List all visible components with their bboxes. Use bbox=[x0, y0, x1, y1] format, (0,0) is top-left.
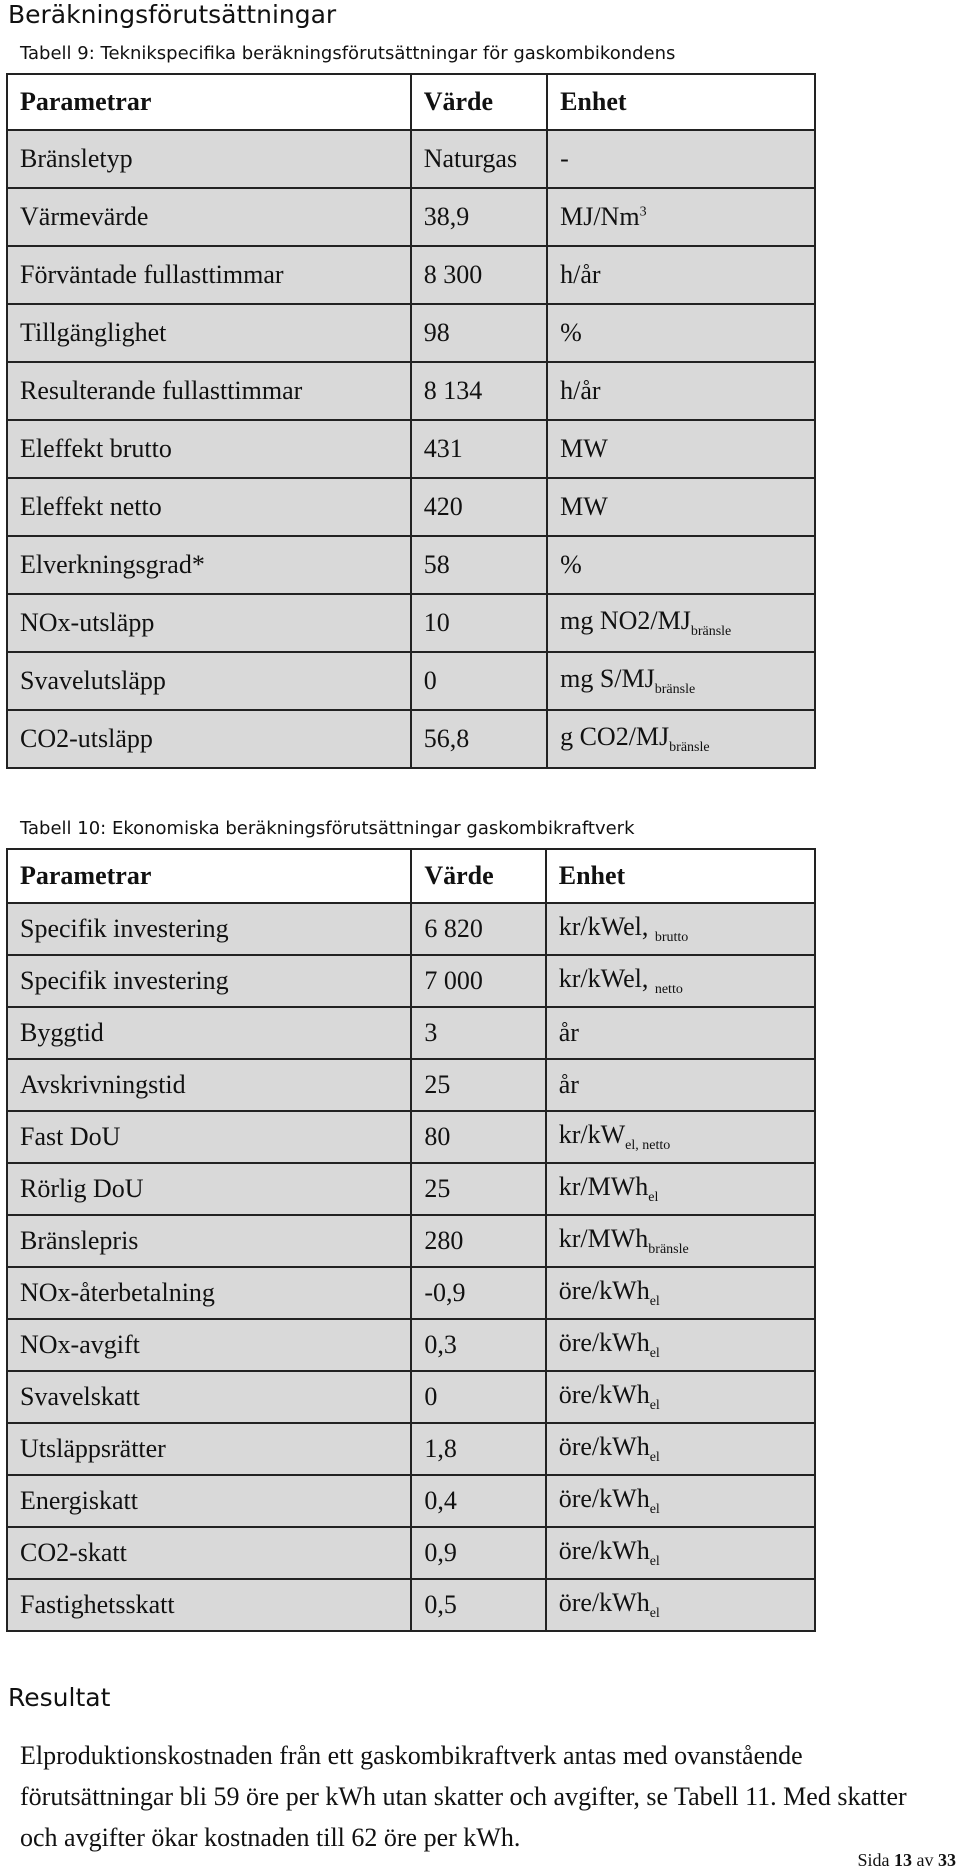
table-row bbox=[7, 536, 815, 594]
cell-value: 0 bbox=[411, 652, 547, 710]
cell-parameter: CO2-utsläpp bbox=[7, 710, 411, 768]
cell-value: 3 bbox=[411, 1007, 545, 1059]
cell-value: 25 bbox=[411, 1059, 545, 1111]
table-row bbox=[7, 420, 815, 478]
cell-value: Naturgas bbox=[411, 130, 547, 188]
unit-text: kr/kWel, bbox=[558, 963, 655, 993]
unit-text: år bbox=[558, 1070, 579, 1099]
unit-text: öre/kWh bbox=[558, 1483, 650, 1513]
unit-text: öre/kWh bbox=[558, 1431, 650, 1461]
cell-unit bbox=[546, 903, 815, 955]
cell-parameter: Svavelskatt bbox=[7, 1371, 411, 1423]
cell-parameter: Specifik investering bbox=[7, 955, 411, 1007]
table-row bbox=[7, 246, 815, 304]
cell-parameter: NOx-utsläpp bbox=[7, 594, 411, 652]
cell-value: 431 bbox=[411, 420, 547, 478]
footer-page-number: 13 bbox=[894, 1850, 912, 1870]
cell-unit bbox=[547, 710, 815, 768]
cell-unit bbox=[547, 130, 815, 188]
table-row bbox=[7, 1319, 815, 1371]
table-row bbox=[7, 652, 815, 710]
table-row bbox=[7, 1163, 815, 1215]
footer-total-pages: 33 bbox=[938, 1850, 956, 1870]
cell-parameter: CO2-skatt bbox=[7, 1527, 411, 1579]
unit-text: % bbox=[560, 550, 582, 579]
cell-parameter: Specifik investering bbox=[7, 903, 411, 955]
unit-text: mg S/MJ bbox=[560, 663, 655, 693]
unit-text: h/år bbox=[560, 376, 601, 405]
cell-parameter: Eleffekt netto bbox=[7, 478, 411, 536]
cell-parameter: Resulterande fullasttimmar bbox=[7, 362, 411, 420]
unit-text: öre/kWh bbox=[558, 1327, 650, 1357]
table-row bbox=[7, 1007, 815, 1059]
cell-unit bbox=[546, 1371, 815, 1423]
unit-subscript: el bbox=[648, 1190, 659, 1206]
unit-subscript: bränsle bbox=[648, 1242, 689, 1258]
unit-text: öre/kWh bbox=[558, 1535, 650, 1565]
cell-parameter: Bränslepris bbox=[7, 1215, 411, 1267]
table-row bbox=[7, 955, 815, 1007]
cell-unit bbox=[547, 188, 815, 246]
unit-subscript: bränsle bbox=[690, 624, 732, 640]
unit-text: öre/kWh bbox=[558, 1379, 650, 1409]
cell-parameter: Rörlig DoU bbox=[7, 1163, 411, 1215]
footer-prefix: Sida bbox=[857, 1850, 890, 1870]
table-row bbox=[7, 478, 815, 536]
cell-value: 98 bbox=[411, 304, 547, 362]
table-row bbox=[7, 1579, 815, 1631]
table-row bbox=[7, 903, 815, 955]
unit-text: kr/kW bbox=[558, 1119, 626, 1149]
cell-parameter: Svavelutsläpp bbox=[7, 652, 411, 710]
table-row bbox=[7, 304, 815, 362]
table-row bbox=[7, 1371, 815, 1423]
table9-header-row bbox=[7, 74, 815, 130]
table9 bbox=[6, 73, 816, 769]
cell-parameter: Förväntade fullasttimmar bbox=[7, 246, 411, 304]
unit-text: öre/kWh bbox=[558, 1275, 650, 1305]
cell-parameter: Energiskatt bbox=[7, 1475, 411, 1527]
cell-unit bbox=[546, 1059, 815, 1111]
cell-parameter: Avskrivningstid bbox=[7, 1059, 411, 1111]
table-row bbox=[7, 1267, 815, 1319]
table-row bbox=[7, 1215, 815, 1267]
table-row bbox=[7, 362, 815, 420]
unit-text: % bbox=[560, 318, 582, 347]
cell-unit bbox=[546, 1527, 815, 1579]
cell-value: 10 bbox=[411, 594, 547, 652]
unit-subscript: el bbox=[649, 1346, 660, 1362]
cell-value: -0,9 bbox=[411, 1267, 545, 1319]
table9-header-value: Värde bbox=[411, 74, 547, 130]
cell-parameter: Bränsletyp bbox=[7, 130, 411, 188]
cell-unit bbox=[547, 652, 815, 710]
unit-superscript: 3 bbox=[639, 204, 647, 220]
table10-header-param: Parametrar bbox=[7, 849, 411, 903]
cell-unit bbox=[547, 536, 815, 594]
unit-text: - bbox=[560, 144, 569, 173]
cell-unit bbox=[547, 420, 815, 478]
cell-value: 420 bbox=[411, 478, 547, 536]
unit-text: kr/MWh bbox=[558, 1223, 649, 1253]
cell-parameter: NOx-återbetalning bbox=[7, 1267, 411, 1319]
unit-text: kr/kWel, bbox=[558, 911, 655, 941]
cell-unit bbox=[546, 1007, 815, 1059]
table9-header-param: Parametrar bbox=[7, 74, 411, 130]
cell-unit bbox=[546, 1267, 815, 1319]
unit-subscript: el bbox=[649, 1554, 660, 1570]
cell-unit bbox=[546, 1111, 815, 1163]
table10-header-value: Värde bbox=[411, 849, 545, 903]
cell-parameter: Utsläppsrätter bbox=[7, 1423, 411, 1475]
unit-text: h/år bbox=[560, 260, 601, 289]
cell-unit bbox=[546, 1215, 815, 1267]
table-row bbox=[7, 130, 815, 188]
cell-unit bbox=[547, 594, 815, 652]
cell-parameter: Fastighetsskatt bbox=[7, 1579, 411, 1631]
table-row bbox=[7, 188, 815, 246]
unit-subscript: el, netto bbox=[625, 1138, 671, 1154]
cell-value: 56,8 bbox=[411, 710, 547, 768]
cell-value: 0 bbox=[411, 1371, 545, 1423]
page-footer bbox=[857, 1850, 956, 1871]
cell-unit bbox=[547, 362, 815, 420]
table-row bbox=[7, 1475, 815, 1527]
table-row bbox=[7, 1423, 815, 1475]
cell-value: 25 bbox=[411, 1163, 545, 1215]
cell-parameter: Värmevärde bbox=[7, 188, 411, 246]
table10-header-row bbox=[7, 849, 815, 903]
unit-text: MW bbox=[560, 434, 608, 463]
cell-value: 8 300 bbox=[411, 246, 547, 304]
table-row bbox=[7, 1059, 815, 1111]
cell-value: 1,8 bbox=[411, 1423, 545, 1475]
cell-unit bbox=[546, 1163, 815, 1215]
cell-parameter: Eleffekt brutto bbox=[7, 420, 411, 478]
cell-value: 58 bbox=[411, 536, 547, 594]
unit-text: öre/kWh bbox=[558, 1587, 650, 1617]
cell-unit bbox=[546, 1319, 815, 1371]
unit-text: kr/MWh bbox=[558, 1171, 649, 1201]
unit-subscript: netto bbox=[654, 982, 683, 998]
table-row bbox=[7, 594, 815, 652]
unit-text: MJ/Nm bbox=[560, 202, 640, 231]
table9-caption: Tabell 9: Teknikspecifika beräkningsförutsättningar för gaskombikondens bbox=[20, 43, 676, 64]
unit-text: år bbox=[558, 1018, 579, 1047]
cell-parameter: NOx-avgift bbox=[7, 1319, 411, 1371]
table9-header-unit: Enhet bbox=[547, 74, 815, 130]
cell-unit bbox=[547, 304, 815, 362]
cell-value: 80 bbox=[411, 1111, 545, 1163]
table10-header-unit: Enhet bbox=[546, 849, 815, 903]
table10 bbox=[6, 848, 816, 1632]
cell-parameter: Elverkningsgrad* bbox=[7, 536, 411, 594]
unit-text: MW bbox=[560, 492, 608, 521]
unit-subscript: el bbox=[649, 1606, 660, 1622]
table-row bbox=[7, 710, 815, 768]
cell-unit bbox=[546, 955, 815, 1007]
unit-subscript: bränsle bbox=[669, 740, 710, 756]
cell-parameter: Fast DoU bbox=[7, 1111, 411, 1163]
cell-parameter: Tillgänglighet bbox=[7, 304, 411, 362]
cell-value: 8 134 bbox=[411, 362, 547, 420]
unit-subscript: bränsle bbox=[654, 682, 696, 698]
cell-value: 0,9 bbox=[411, 1527, 545, 1579]
unit-subscript: el bbox=[649, 1294, 660, 1310]
result-paragraph: Elproduktionskostnaden från ett gaskombikraftverk antas med ovanstående förutsättningar bli 59 öre per kWh utan skatter och avgifter, se Tabell 11. Med skatter och avgifter ökar kostnaden till 62 öre per kWh. bbox=[20, 1741, 907, 1852]
unit-subscript: el bbox=[649, 1398, 660, 1414]
cell-unit bbox=[547, 478, 815, 536]
unit-text: g CO2/MJ bbox=[560, 721, 670, 751]
footer-mid: av bbox=[916, 1850, 934, 1870]
section-heading-result: Resultat bbox=[8, 1683, 111, 1712]
cell-value: 38,9 bbox=[411, 188, 547, 246]
cell-value: 0,4 bbox=[411, 1475, 545, 1527]
unit-subscript: el bbox=[649, 1502, 660, 1518]
unit-subscript: brutto bbox=[654, 930, 689, 946]
unit-text: mg NO2/MJ bbox=[560, 605, 691, 635]
section-heading-calculation-assumptions: Beräkningsförutsättningar bbox=[8, 0, 337, 29]
table-row bbox=[7, 1111, 815, 1163]
cell-parameter: Byggtid bbox=[7, 1007, 411, 1059]
cell-value: 0,5 bbox=[411, 1579, 545, 1631]
unit-subscript: el bbox=[649, 1450, 660, 1466]
cell-unit bbox=[546, 1579, 815, 1631]
table-row bbox=[7, 1527, 815, 1579]
cell-unit bbox=[546, 1423, 815, 1475]
cell-value: 6 820 bbox=[411, 903, 545, 955]
cell-value: 280 bbox=[411, 1215, 545, 1267]
table10-caption: Tabell 10: Ekonomiska beräkningsförutsättningar gaskombikraftverk bbox=[20, 818, 635, 839]
cell-value: 0,3 bbox=[411, 1319, 545, 1371]
cell-unit bbox=[547, 246, 815, 304]
cell-unit bbox=[546, 1475, 815, 1527]
cell-value: 7 000 bbox=[411, 955, 545, 1007]
